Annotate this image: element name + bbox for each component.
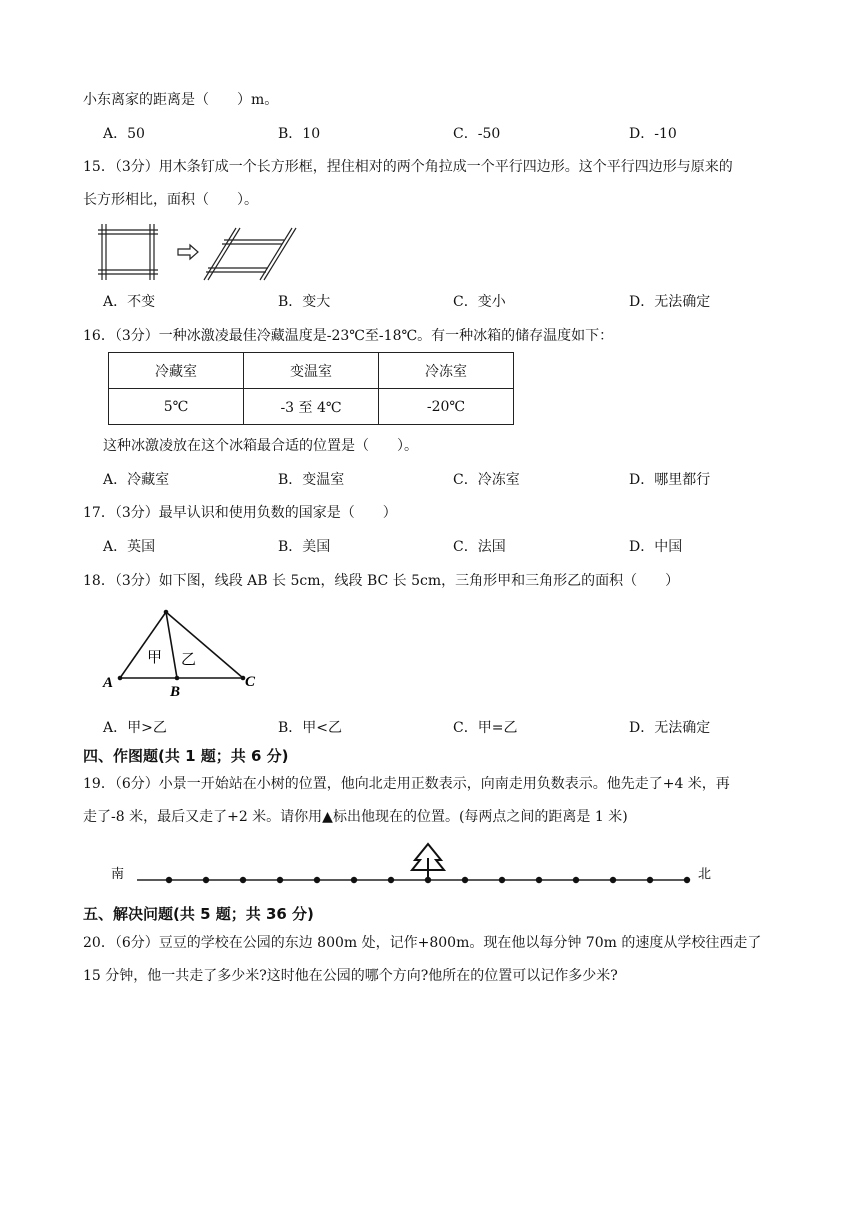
- q15-option-b[interactable]: B．变大: [278, 294, 331, 310]
- number-line-point[interactable]: [610, 877, 616, 883]
- number-line-point[interactable]: [536, 877, 542, 883]
- number-line-point[interactable]: [203, 877, 209, 883]
- q19-text-1: 19．（6分）小景一开始站在小树的位置，他向北走用正数表示，向南走用负数表示。他先走了+4 米，再: [83, 776, 730, 792]
- q15-option-a[interactable]: A．不变: [103, 294, 156, 310]
- q18-option-d[interactable]: D．无法确定: [629, 720, 711, 736]
- number-line-point[interactable]: [462, 877, 468, 883]
- q15-options: [103, 292, 843, 312]
- q18-text: 18．（3分）如下图，线段 AB 长 5cm，线段 BC 长 5cm，三角形甲和三角形乙的面积（ ）: [83, 573, 680, 589]
- table-header-freezer: 冷冻室: [379, 353, 514, 389]
- label-a: A: [103, 675, 114, 691]
- q14-text: 小东离家的距离是（ ）m。: [83, 92, 279, 108]
- right-arrow-icon: [178, 245, 198, 259]
- q18-option-b[interactable]: B．甲<乙: [278, 720, 343, 736]
- north-label: 北: [698, 867, 712, 882]
- table-cell-cold: 5℃: [109, 389, 244, 425]
- q16-option-d[interactable]: D．哪里都行: [629, 472, 711, 488]
- q15-text-2: 长方形相比，面积（ ）。: [83, 192, 258, 208]
- q16-option-a[interactable]: A．冷藏室: [103, 472, 170, 488]
- section-heading-4: 四、作图题(共 1 题；共 6 分): [83, 747, 289, 765]
- q15-text-1: 15．（3分）用木条钉成一个长方形框，捏住相对的两个角拉成一个平行四边形。这个平行四边形与原来的: [83, 159, 733, 175]
- table-row: [109, 389, 514, 425]
- number-line-point[interactable]: [647, 877, 653, 883]
- q14-option-a[interactable]: A．50: [103, 126, 145, 142]
- table-header-variable: 变温室: [244, 353, 379, 389]
- fridge-temperature-table: [108, 352, 514, 425]
- rectangle-to-parallelogram-figure: [96, 220, 336, 286]
- q14-options: [103, 124, 843, 144]
- q14-option-b[interactable]: B．10: [278, 126, 321, 142]
- q17-option-d[interactable]: D．中国: [629, 539, 683, 555]
- q14-option-d[interactable]: D．-10: [629, 126, 677, 142]
- number-line-point[interactable]: [499, 877, 505, 883]
- q16-text-2: 这种冰激凌放在这个冰箱最合适的位置是（ ）。: [103, 438, 418, 454]
- q19-text-2: 走了-8 米，最后又走了+2 米。请你用▲标出他现在的位置。(每两点之间的距离是 1 米): [83, 809, 628, 825]
- number-line-point[interactable]: [166, 877, 172, 883]
- q18-options: [103, 718, 843, 738]
- number-line-point[interactable]: [573, 877, 579, 883]
- q17-options: [103, 537, 843, 557]
- table-header-cold: 冷藏室: [109, 353, 244, 389]
- q17-text: 17．（3分）最早认识和使用负数的国家是（ ）: [83, 505, 397, 521]
- south-label: 南: [111, 867, 125, 882]
- table-cell-freezer: -20℃: [379, 389, 514, 425]
- q15-option-c[interactable]: C．变小: [453, 294, 506, 310]
- table-row: [109, 353, 514, 389]
- q18-option-a[interactable]: A．甲>乙: [103, 720, 167, 736]
- q16-text-1: 16．（3分）一种冰激凌最佳冷藏温度是-23℃至-18℃。有一种冰箱的储存温度如下：: [83, 328, 614, 344]
- q20-text-2: 15 分钟，他一共走了多少米?这时他在公园的哪个方向?他所在的位置可以记作多少米?: [83, 968, 618, 984]
- number-line-point[interactable]: [240, 877, 246, 883]
- q15-option-d[interactable]: D．无法确定: [629, 294, 711, 310]
- q16-options: [103, 470, 843, 490]
- q17-option-c[interactable]: C．法国: [453, 539, 506, 555]
- q16-option-b[interactable]: B．变温室: [278, 472, 345, 488]
- table-cell-variable: -3 至 4℃: [244, 389, 379, 425]
- q17-option-b[interactable]: B．美国: [278, 539, 331, 555]
- tree-icon: [412, 844, 444, 879]
- q17-option-a[interactable]: A．英国: [103, 539, 156, 555]
- number-line-point[interactable]: [351, 877, 357, 883]
- triangle-figure: [100, 606, 270, 700]
- section-heading-5: 五、解决问题(共 5 题；共 36 分): [83, 905, 314, 923]
- q16-option-c[interactable]: C．冷冻室: [453, 472, 520, 488]
- label-b: B: [170, 684, 181, 700]
- number-line-point[interactable]: [314, 877, 320, 883]
- label-jia: 甲: [147, 648, 163, 666]
- number-line-point[interactable]: [388, 877, 394, 883]
- label-yi: 乙: [181, 650, 197, 668]
- q14-option-c[interactable]: C．-50: [453, 126, 501, 142]
- q18-option-c[interactable]: C．甲=乙: [453, 720, 518, 736]
- number-line-figure: [100, 840, 730, 890]
- q20-text-1: 20．（6分）豆豆的学校在公园的东边 800m 处，记作+800m。现在他以每分钟 70m 的速度从学校往西走了: [83, 935, 762, 951]
- label-c: C: [245, 674, 256, 690]
- number-line-point[interactable]: [684, 877, 690, 883]
- number-line-point[interactable]: [277, 877, 283, 883]
